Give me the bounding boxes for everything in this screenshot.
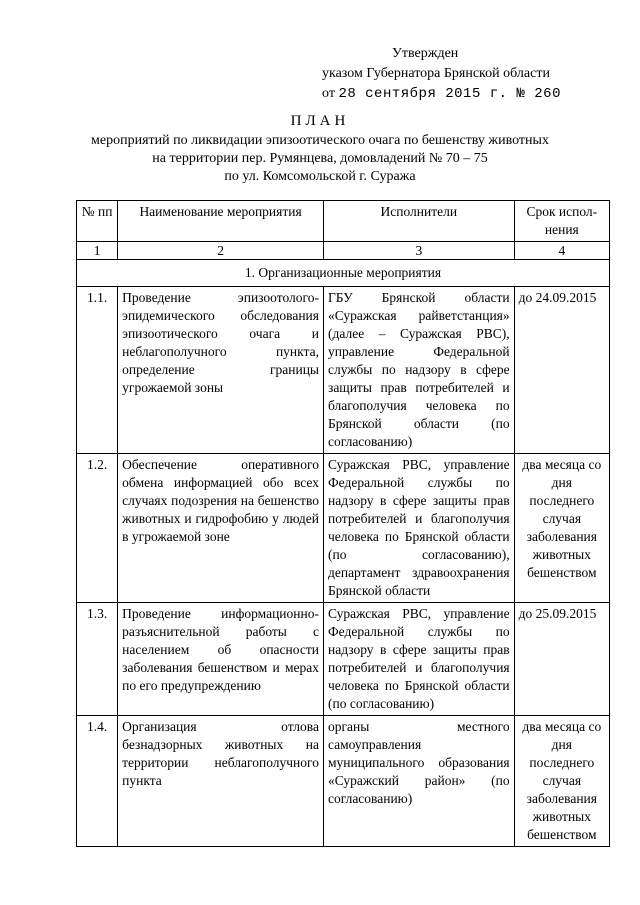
section-title: 1. Организационные мероприятия [77, 260, 610, 287]
row-name: Организация отлова безнадзорных животных на территории неблагополучного пункта [118, 716, 324, 847]
row-num: 1.1. [77, 287, 118, 454]
plan-heading: ПЛАН [290, 113, 350, 129]
row-num: 1.4. [77, 716, 118, 847]
header-num: № пп [77, 201, 118, 242]
approval-stamp [322, 44, 622, 104]
index-cell: 1 [77, 242, 118, 260]
title-line-3: по ул. Комсомольской г. Суража [224, 169, 416, 184]
approval-date-prefix: от [322, 86, 339, 101]
header-executors: Исполнители [323, 201, 514, 242]
index-cell: 3 [323, 242, 514, 260]
table-row [77, 454, 610, 603]
document-title [0, 112, 640, 186]
header-term: Срок испол-нения [514, 201, 609, 242]
approval-line-approved: Утвержден [392, 46, 459, 61]
row-name: Проведение информационно-разъяснительной работы с населением об опасности заболевания бешенством и мерах по его предупреждению [118, 603, 324, 716]
row-term: до 25.09.2015 [514, 603, 609, 716]
row-name: Обеспечение оперативного обмена информацией обо всех случаях подозрения на бешенство животных и гидрофобию у людей в угрожаемой зоне [118, 454, 324, 603]
row-num: 1.2. [77, 454, 118, 603]
row-num: 1.3. [77, 603, 118, 716]
row-executors: ГБУ Брянской области «Суражская райветстанция» (далее – Суражская РВС), управление Федеральной службы по надзору в сфере защиты прав потребителей и благополучия человека по Брянской области (по согласованию) [323, 287, 514, 454]
row-term: до 24.09.2015 [514, 287, 609, 454]
table-header-row [77, 201, 610, 242]
header-name: Наименование мероприятия [118, 201, 324, 242]
row-term: два месяца со дня последнего случая заболевания животных бешенством [514, 716, 609, 847]
row-executors: Суражская РВС, управление Федеральной службы по надзору в сфере защиты прав потребителей и благополучия человека по Брянской области (по согласованию) [323, 603, 514, 716]
approval-line-decree: указом Губернатора Брянской области [322, 66, 550, 81]
plan-table [76, 200, 610, 847]
table-row [77, 603, 610, 716]
row-executors: органы местного самоуправления муниципального образования «Суражский район» (по согласованию) [323, 716, 514, 847]
section-row [77, 260, 610, 287]
row-term: два месяца со дня последнего случая заболевания животных бешенством [514, 454, 609, 603]
table-row [77, 287, 610, 454]
row-executors: Суражская РВС, управление Федеральной службы по надзору в сфере защиты прав потребителей и благополучия человека по Брянской области (по согласованию), департамент здравоохранения Брянской области [323, 454, 514, 603]
title-line-1: мероприятий по ликвидации эпизоотического очага по бешенству животных [91, 133, 549, 148]
approval-line-date [322, 84, 622, 104]
title-line-2: на территории пер. Румянцева, домовладений № 70 – 75 [152, 151, 488, 166]
index-cell: 2 [118, 242, 324, 260]
table-row [77, 716, 610, 847]
table-index-row [77, 242, 610, 260]
row-name: Проведение эпизоотолого-эпидемического обследования эпизоотического очага и неблагополучного пункта, определение границы угрожаемой зоны [118, 287, 324, 454]
approval-date: 28 сентября 2015 г. № 260 [338, 86, 561, 102]
index-cell: 4 [514, 242, 609, 260]
